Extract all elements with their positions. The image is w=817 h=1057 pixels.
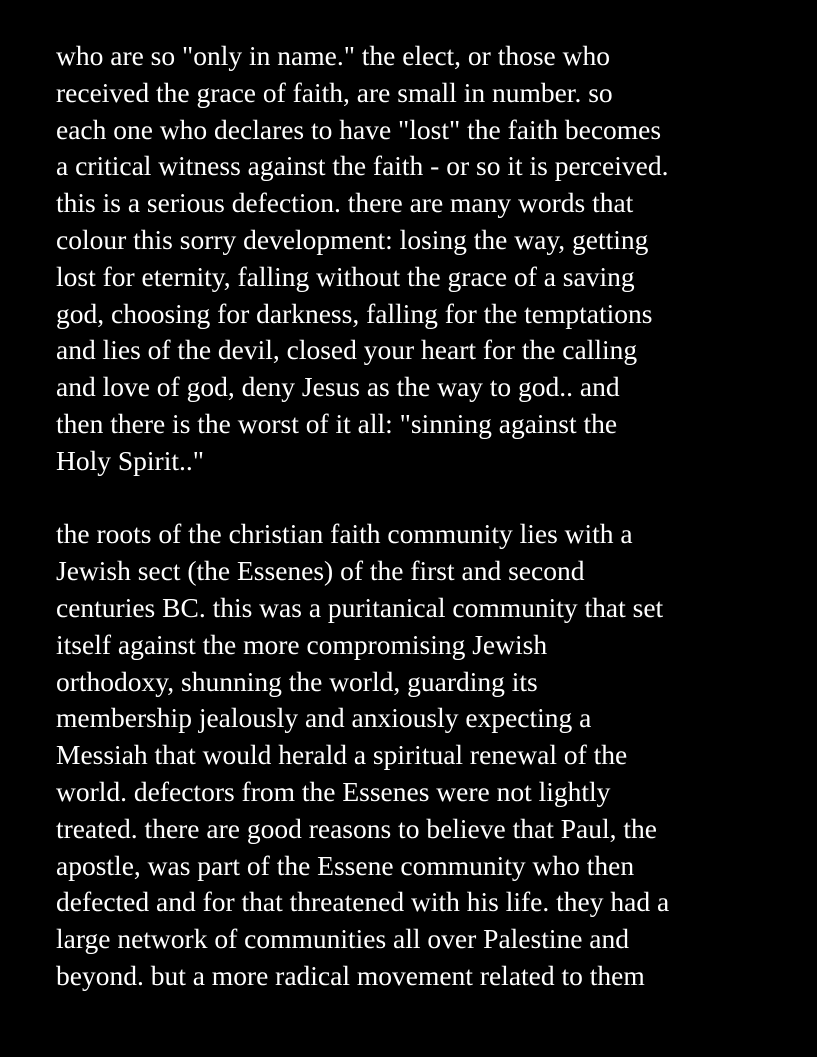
text-line: who are so "only in name." the elect, or those who (56, 40, 610, 71)
paragraph-spacer (56, 480, 796, 517)
text-line: and lies of the devil, closed your heart for the calling (56, 334, 638, 366)
text-line: and love of god, deny Jesus as the way to god.. and (56, 371, 620, 403)
paragraph-2 (56, 516, 796, 994)
text-line: orthodoxy, shunning the world, guarding its (56, 665, 538, 697)
text-line: membership jealously and anxiously expecting a (56, 702, 592, 734)
text-line: Messiah that would herald a spiritual renewal of the (56, 739, 628, 771)
text-line: Holy Spirit.." (56, 444, 204, 476)
paragraph-1 (56, 38, 796, 480)
text-line: world. defectors from the Essenes were not lightly (56, 775, 611, 807)
text-line: then there is the worst of it all: "sinning against the (56, 407, 618, 439)
text-line: each one who declares to have "lost" the faith becomes (56, 113, 662, 145)
text-line: the roots of the christian faith community lies with a (56, 518, 633, 550)
text-line: large network of communities all over Palestine and (56, 923, 630, 955)
text-line: this is a serious defection. there are many words that (56, 187, 634, 219)
text-line: treated. there are good reasons to believe that Paul, the (56, 812, 657, 844)
text-line: defected and for that threatened with his life. they had a (56, 886, 670, 918)
text-line: colour this sorry development: losing the way, getting (56, 223, 649, 255)
document-page (56, 38, 796, 995)
text-line: a critical witness against the faith - or so it is perceived. (56, 150, 669, 182)
text-line: Jewish sect (the Essenes) of the first and second (56, 555, 585, 587)
text-line: itself against the more compromising Jewish (56, 628, 548, 660)
text-line: beyond. but a more radical movement related to them (56, 959, 645, 991)
text-line: apostle, was part of the Essene community who then (56, 849, 635, 881)
text-line: god, choosing for darkness, falling for the temptations (56, 297, 653, 329)
text-line: centuries BC. this was a puritanical community that set (56, 591, 664, 623)
text-line: received the grace of faith, are small in number. so (56, 76, 613, 108)
text-line: lost for eternity, falling without the grace of a saving (56, 260, 635, 292)
